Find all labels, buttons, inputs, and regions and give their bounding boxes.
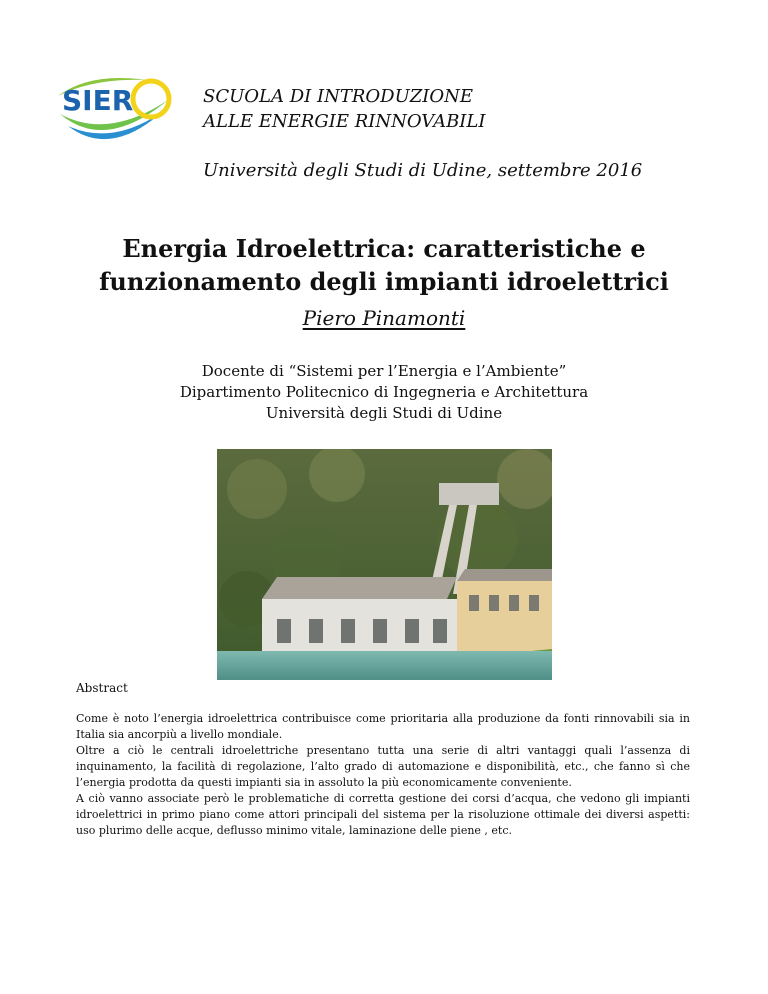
title-line-2: funzionamento degli impianti idroelettrici	[99, 267, 669, 296]
abstract-body	[76, 711, 690, 839]
abstract-heading: Abstract	[76, 681, 128, 695]
author-affiliation	[0, 361, 768, 424]
school-name	[203, 84, 485, 134]
school-line-2: ALLE ENERGIE RINNOVABILI	[203, 111, 486, 132]
abstract-paragraph-3: A ciò vanno associate però le problematiche di corretta gestione dei corsi d’acqua, che vedono gli impianti idroelettrici in primo piano come attori principali del sistema per la risoluzione ottimale dei diversi aspetti: uso plurimo delle acque, deflusso minimo vitale, laminazione delle piene , etc.	[76, 792, 690, 837]
abstract-paragraph-1: Come è noto l’energia idroelettrica contribuisce come prioritaria alla produzione da fonti rinnovabili sia in Italia sia ancorpiù a livello mondiale.	[76, 712, 690, 741]
abstract-paragraph-2: Oltre a ciò le centrali idroelettriche presentano tutta una serie di altri vantaggi quali l’assenza di inquinamento, la facilità di regolazione, l’alto grado di automazione e disponibilità, etc., che fanno sì che l’energia prodotta da questi impianti sia in assoluto la più economicamente conveniente.	[76, 744, 690, 789]
author-name: Piero Pinamonti	[302, 306, 466, 330]
logo-text: SIER	[62, 84, 134, 117]
title-line-1: Energia Idroelettrica: caratteristiche e	[122, 234, 646, 263]
author-department: Dipartimento Politecnico di Ingegneria e Architettura	[179, 383, 589, 401]
author-role: Docente di “Sistemi per l’Energia e l’Ambiente”	[201, 362, 567, 380]
school-line-1: SCUOLA DI INTRODUZIONE	[203, 86, 474, 107]
university-date: Università degli Studi di Udine, settembre 2016	[203, 160, 643, 181]
hydroelectric-plant-photo	[217, 449, 552, 680]
author-university: Università degli Studi di Udine	[265, 404, 503, 422]
sier-logo	[50, 66, 180, 146]
document-title	[0, 232, 768, 298]
